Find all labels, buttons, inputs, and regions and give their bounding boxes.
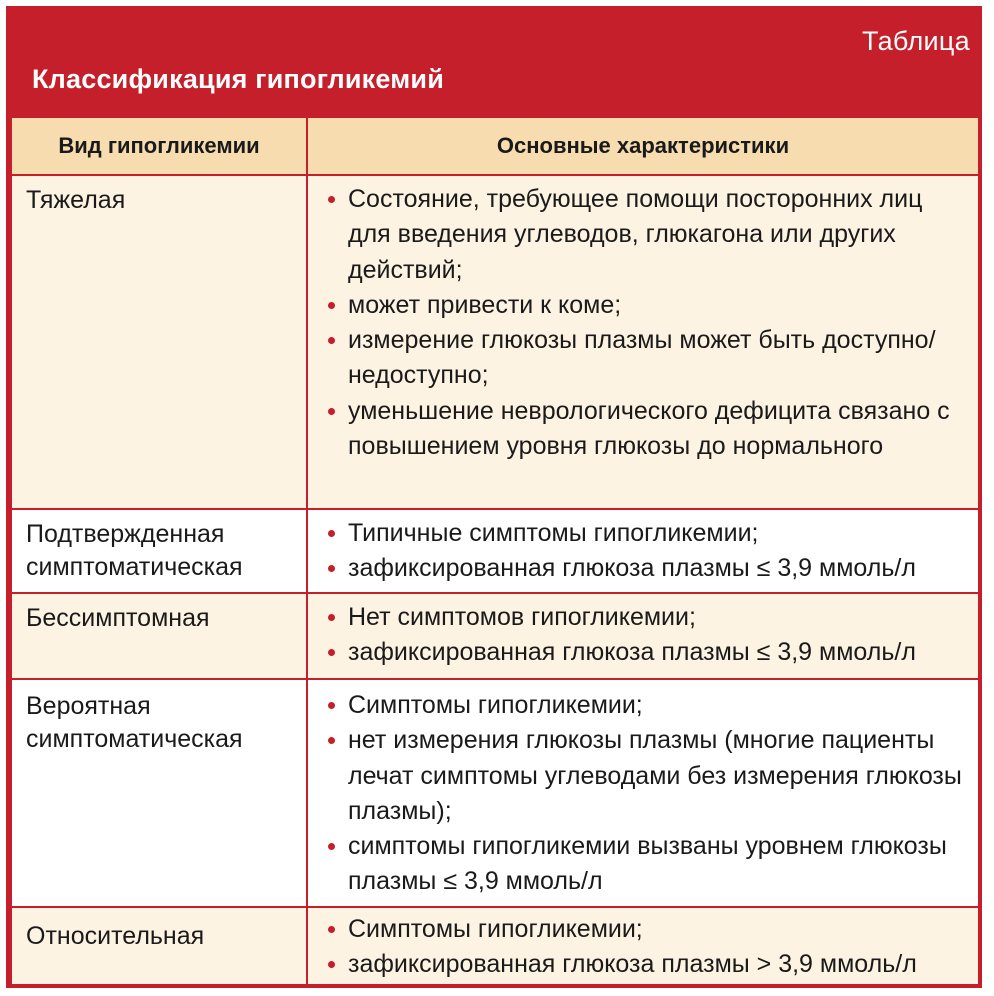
table-row bbox=[12, 176, 306, 508]
list-item: измерение глюкозы плазмы может быть доступно/недоступно; bbox=[326, 323, 972, 394]
table-row bbox=[12, 680, 306, 906]
table-row bbox=[308, 680, 978, 906]
table-row bbox=[12, 908, 306, 984]
characteristics-list bbox=[326, 912, 972, 983]
classification-table bbox=[12, 118, 978, 984]
characteristics-list bbox=[326, 182, 972, 464]
list-item: Симптомы гипогликемии; bbox=[326, 912, 972, 947]
list-item: уменьшение неврологического дефицита связано с повышением уровня глюкозы до нормального bbox=[326, 394, 972, 465]
table-row bbox=[308, 510, 978, 592]
list-item: нет измерения глюкозы плазмы (многие пациенты лечат симптомы углеводами без измерения глюкозы плазмы); bbox=[326, 723, 972, 829]
list-item: симптомы гипогликемии вызваны уровнем глюкозы плазмы ≤ 3,9 ммоль/л bbox=[326, 829, 972, 900]
type-label: Подтвержденная симптоматическая bbox=[26, 520, 243, 581]
row-divider bbox=[12, 678, 978, 680]
list-item: Состояние, требующее помощи посторонних лиц для введения углеводов, глюкагона или других действий; bbox=[326, 182, 972, 288]
table-row bbox=[12, 510, 306, 592]
list-item: зафиксированная глюкоза плазмы ≤ 3,9 ммоль/л bbox=[326, 635, 972, 670]
row-divider bbox=[12, 906, 978, 908]
table-header bbox=[6, 6, 982, 116]
row-divider bbox=[12, 508, 978, 510]
type-label: Бессимптомная bbox=[26, 604, 210, 632]
characteristics-list bbox=[326, 688, 972, 900]
list-item: Симптомы гипогликемии; bbox=[326, 688, 972, 723]
row-divider bbox=[12, 592, 978, 594]
table-row bbox=[308, 908, 978, 984]
table-tag: Таблица bbox=[862, 26, 970, 56]
list-item: Типичные симптомы гипогликемии; bbox=[326, 516, 972, 551]
column-header-characteristics: Основные характеристики bbox=[308, 118, 978, 174]
type-label: Тяжелая bbox=[26, 186, 126, 214]
table-row bbox=[12, 594, 306, 678]
type-label: Вероятная симптоматическая bbox=[26, 692, 243, 753]
list-item: может привести к коме; bbox=[326, 288, 972, 323]
characteristics-list bbox=[326, 600, 972, 671]
row-divider bbox=[12, 174, 978, 176]
column-header-type: Вид гипогликемии bbox=[12, 118, 306, 174]
table-title: Классификация гипогликемий bbox=[32, 64, 444, 94]
column-divider bbox=[306, 118, 308, 984]
type-label: Относительная bbox=[26, 922, 205, 950]
list-item: зафиксированная глюкоза плазмы > 3,9 ммоль/л bbox=[326, 947, 972, 982]
table-frame bbox=[6, 6, 982, 988]
list-item: Нет симптомов гипогликемии; bbox=[326, 600, 972, 635]
list-item: зафиксированная глюкоза плазмы ≤ 3,9 ммоль/л bbox=[326, 551, 972, 586]
characteristics-list bbox=[326, 516, 972, 587]
table-row bbox=[308, 594, 978, 678]
table-row bbox=[308, 176, 978, 508]
